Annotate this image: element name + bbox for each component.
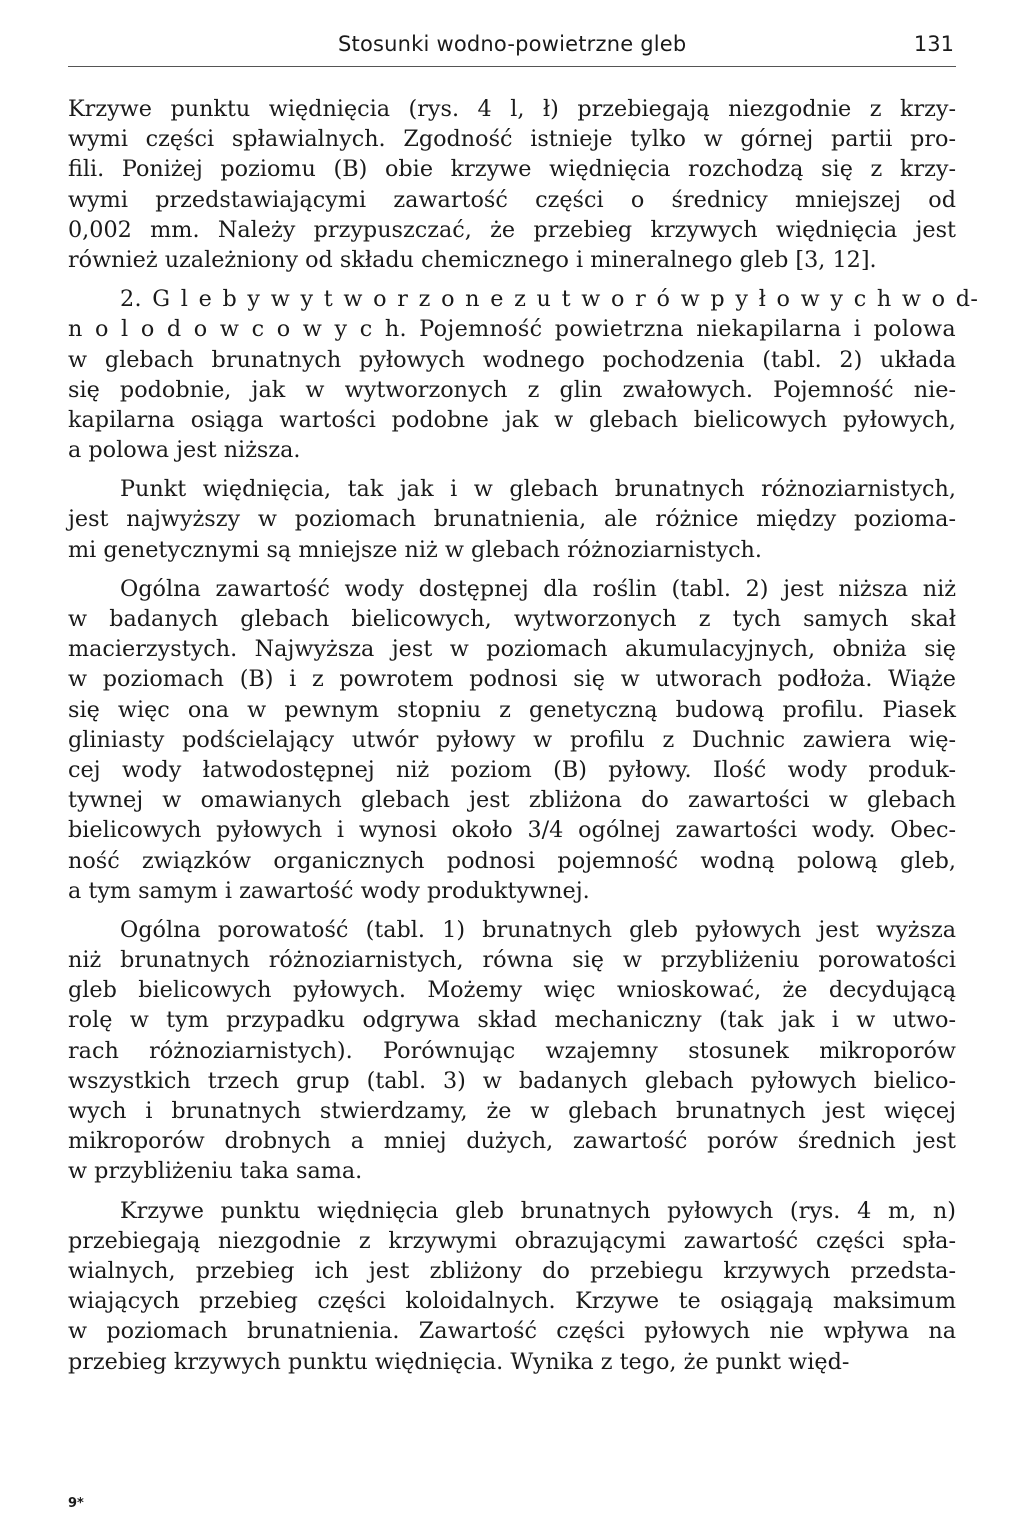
text-line: bielicowych pyłowych i wynosi około 3/4 ogólnej zawartości wody. Obec- <box>68 817 956 844</box>
header-title: Stosunki wodno-powietrzne gleb <box>338 32 687 56</box>
header-rule <box>68 66 956 67</box>
page-number: 131 <box>913 32 954 56</box>
text-line: również uzależniony od składu chemicznego i mineralnego gleb [3, 12]. <box>68 246 877 273</box>
text-line: 2. G l e b y w y t w o r z o n e z u t w o r ó w p y ł o w y c h w o d- <box>120 286 979 313</box>
text-line: cej wody łatwodostępnej niż poziom (B) pyłowy. Ilość wody produk- <box>68 756 956 783</box>
text-line: wszystkich trzech grup (tabl. 3) w badanych glebach pyłowych bielico- <box>68 1067 956 1094</box>
text-line: 0,002 mm. Należy przypuszczać, że przebieg krzywych więdnięcia jest <box>68 216 956 243</box>
text-line: Ogólna porowatość (tabl. 1) brunatnych gleb pyłowych jest wyższa <box>120 916 956 943</box>
paragraph <box>68 915 956 1187</box>
text-line: wialnych, przebieg ich jest zbliżony do przebiegu krzywych przedsta- <box>68 1257 956 1284</box>
text-line: w przybliżeniu taka sama. <box>68 1158 363 1185</box>
text-line: macierzystych. Najwyższa jest w poziomach akumulacyjnych, obniża się <box>68 636 956 663</box>
text-line: jest najwyższy w poziomach brunatnienia, ale różnice między pozioma- <box>68 506 956 533</box>
text-line: n o l o d o w c o w y c h. Pojemność powietrzna niekapilarna i polowa <box>68 316 956 343</box>
text-line: mikroporów drobnych a mniej dużych, zawartość porów średnich jest <box>68 1128 956 1155</box>
text-line: się podobnie, jak w wytworzonych z glin zwałowych. Pojemność nie- <box>68 376 956 403</box>
text-line: fili. Poniżej poziomu (B) obie krzywe więdnięcia rozchodzą się z krzy- <box>68 156 956 183</box>
text-line: a polowa jest niższa. <box>68 437 301 464</box>
text-line: tywnej w omawianych glebach jest zbliżona do zawartości w glebach <box>68 787 956 814</box>
paragraph <box>68 284 979 465</box>
text-line: gliniasty podścielający utwór pyłowy w profilu z Duchnic zawiera wię- <box>68 726 956 753</box>
text-line: kapilarna osiąga wartości podobne jak w glebach bielicowych pyłowych, <box>68 406 956 433</box>
text-line: a tym samym i zawartość wody produktywnej. <box>68 877 590 904</box>
text-line: Krzywe punktu więdnięcia (rys. 4 l, ł) przebiegają niezgodnie z krzy- <box>68 96 956 122</box>
running-header <box>68 30 956 60</box>
paragraph <box>68 474 956 565</box>
text-line: Ogólna zawartość wody dostępnej dla roślin (tabl. 2) jest niższa niż <box>120 575 956 602</box>
text-line: ność związków organicznych podnosi pojemność wodną polową gleb, <box>68 847 956 874</box>
text-line: się więc ona w pewnym stopniu z genetyczną budową profilu. Piasek <box>68 696 956 723</box>
text-line: wych i brunatnych stwierdzamy, że w glebach brunatnych jest więcej <box>68 1098 956 1124</box>
signature-mark: 9* <box>68 1496 84 1511</box>
paragraph <box>68 94 956 275</box>
text-line: wymi przedstawiającymi zawartość części o średnicy mniejszej od <box>68 186 956 213</box>
text-line: rach różnoziarnistych). Porównując wzajemny stosunek mikroporów <box>68 1037 956 1064</box>
body-text <box>68 94 979 1386</box>
text-line: niż brunatnych różnoziarnistych, równa się w przybliżeniu porowatości <box>68 947 956 974</box>
text-line: Punkt więdnięcia, tak jak i w glebach brunatnych różnoziarnistych, <box>120 476 956 503</box>
text-line: gleb bielicowych pyłowych. Możemy więc wnioskować, że decydującą <box>68 977 956 1004</box>
text-line: mi genetycznymi są mniejsze niż w glebach różnoziarnistych. <box>68 536 763 563</box>
text-line: Krzywe punktu więdnięcia gleb brunatnych pyłowych (rys. 4 m, n) <box>120 1197 956 1224</box>
text-line: w glebach brunatnych pyłowych wodnego pochodzenia (tabl. 2) układa <box>68 346 956 373</box>
text-line: przebieg krzywych punktu więdnięcia. Wynika z tego, że punkt więd- <box>68 1348 850 1375</box>
text-line: rolę w tym przypadku odgrywa skład mechaniczny (tak jak i w utwo- <box>68 1007 956 1034</box>
text-line: w badanych glebach bielicowych, wytworzonych z tych samych skał <box>68 606 956 632</box>
text-line: wiających przebieg części koloidalnych. Krzywe te osiągają maksimum <box>68 1288 956 1315</box>
paragraph <box>68 574 956 906</box>
text-line: w poziomach brunatnienia. Zawartość części pyłowych nie wpływa na <box>68 1318 956 1345</box>
text-line: wymi części spławialnych. Zgodność istnieje tylko w górnej partii pro- <box>68 126 956 153</box>
text-line: przebiegają niezgodnie z krzywymi obrazującymi zawartość części spła- <box>68 1227 956 1254</box>
paragraph <box>68 1196 956 1377</box>
text-line: w poziomach (B) i z powrotem podnosi się w utworach podłoża. Wiąże <box>68 666 956 693</box>
